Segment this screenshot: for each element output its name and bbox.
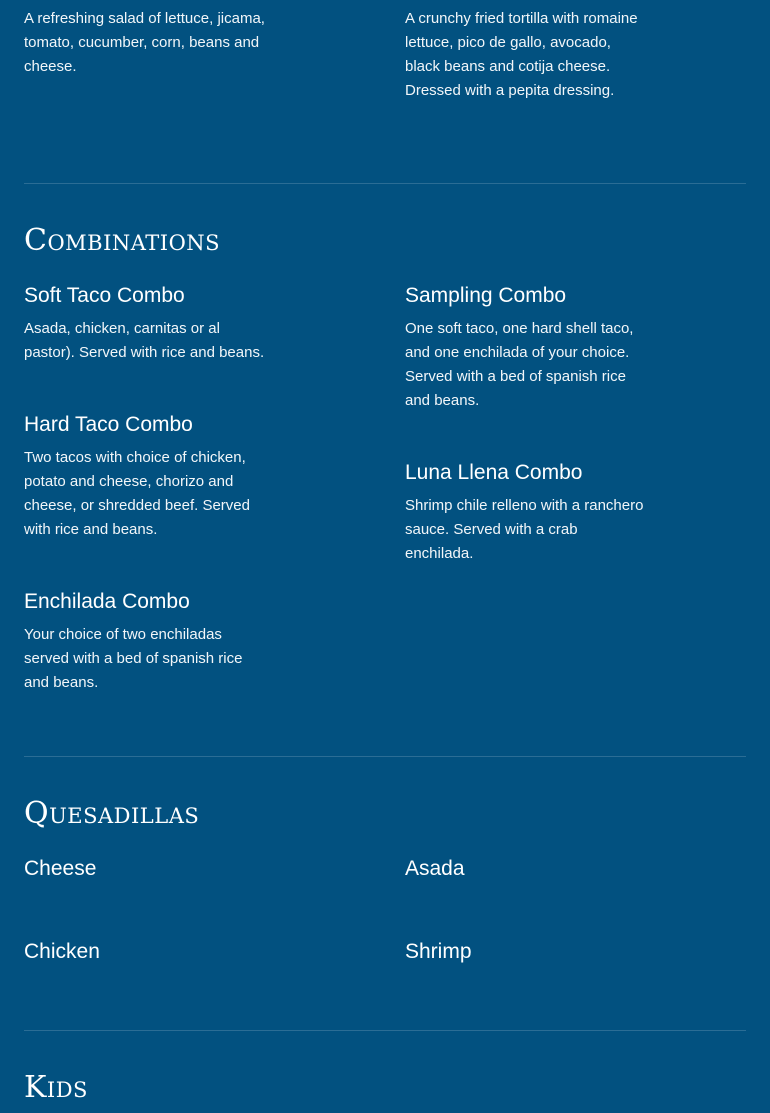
item-name: Soft Taco Combo [24, 284, 185, 307]
item-name: Chicken [24, 940, 100, 963]
salads-grid [24, 7, 746, 103]
item-name: Luna Llena Combo [405, 461, 583, 484]
item-name: Cheese [24, 857, 97, 880]
item-name: Enchilada Combo [24, 590, 190, 613]
item-description: Shrimp chile relleno with a ranchero sauce. Served with a crab enchilada. [405, 497, 644, 562]
salads-right-column [405, 7, 746, 103]
menu-item [24, 283, 405, 365]
section-divider [24, 756, 746, 757]
combinations-left-column [24, 283, 405, 742]
item-name: Shrimp [405, 940, 472, 963]
menu-item [405, 460, 746, 566]
section-title-quesadillas: Quesadillas [24, 796, 200, 831]
quesadillas-left-column [24, 856, 405, 1022]
item-description: Your choice of two enchiladas served with a bed of spanish rice and beans. [24, 626, 243, 691]
menu-item [24, 412, 405, 542]
salad-description: A refreshing salad of lettuce, jicama, tomato, cucumber, corn, beans and cheese. [24, 10, 265, 75]
item-name: Asada [405, 857, 465, 880]
item-description: One soft taco, one hard shell taco, and one enchilada of your choice. Served with a bed of spanish rice and beans. [405, 320, 634, 409]
quesadillas-right-column [405, 856, 746, 1022]
quesadillas-grid [24, 856, 746, 1022]
item-description: Two tacos with choice of chicken, potato and cheese, chorizo and cheese, or shredded beef. Served with rice and beans. [24, 449, 250, 538]
menu-item [24, 939, 405, 1022]
menu-item [405, 856, 746, 939]
section-title-kids: Kids [24, 1070, 88, 1105]
menu-item [24, 589, 405, 695]
item-name: Hard Taco Combo [24, 413, 193, 436]
menu-item [24, 856, 405, 939]
section-divider [24, 183, 746, 184]
menu-item [405, 283, 746, 413]
item-name: Sampling Combo [405, 284, 567, 307]
salad-description: A crunchy fried tortilla with romaine lettuce, pico de gallo, avocado, black beans and cotija cheese. Dressed with a pepita dressing. [405, 10, 638, 99]
salads-left-column [24, 7, 405, 103]
combinations-grid [24, 283, 746, 742]
section-title-combinations: Combinations [24, 223, 221, 258]
section-divider [24, 1030, 746, 1031]
combinations-right-column [405, 283, 746, 742]
menu-item [405, 939, 746, 1022]
item-description: Asada, chicken, carnitas or al pastor). Served with rice and beans. [24, 320, 265, 361]
